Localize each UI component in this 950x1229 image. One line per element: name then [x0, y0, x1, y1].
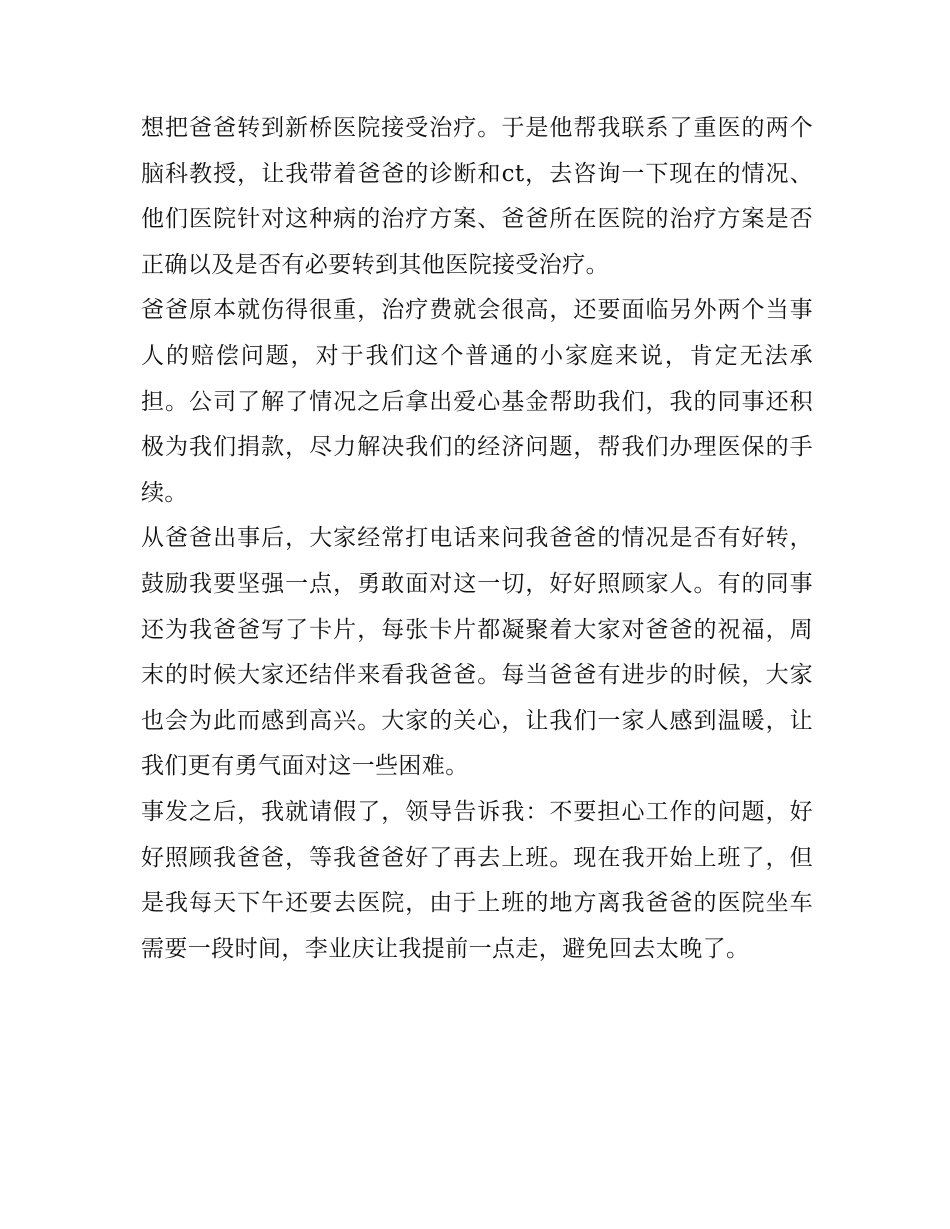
paragraph-2: 爸爸原本就伤得很重，治疗费就会很高，还要面临另外两个当事人的赔偿问题，对于我们这个普通的小家庭来说，肯定无法承担。公司了解了情况之后拿出爱心基金帮助我们，我的同事还积极为我们捐款，尽力解决我们的经济问题，帮我们办理医保的手续。 — [141, 297, 813, 506]
paragraph-4: 事发之后，我就请假了，领导告诉我：不要担心工作的问题，好好照顾我爸爸，等我爸爸好了再去上班。现在我开始上班了，但是我每天下午还要去医院，由于上班的地方离我爸爸的医院坐车需要一段时间，李业庆让我提前一点走，避免回去太晚了。 — [141, 798, 813, 962]
paragraph-1: 想把爸爸转到新桥医院接受治疗。于是他帮我联系了重医的两个脑科教授，让我带着爸爸的诊断和ct，去咨询一下现在的情况、他们医院针对这种病的治疗方案、爸爸所在医院的治疗方案是否正确以及是否有必要转到其他医院接受治疗。 — [141, 115, 813, 278]
paragraph-3: 从爸爸出事后，大家经常打电话来问我爸爸的情况是否有好转，鼓励我要坚强一点，勇敢面对这一切，好好照顾家人。有的同事还为我爸爸写了卡片，每张卡片都凝聚着大家对爸爸的祝福，周末的时候大家还结伴来看我爸爸。每当爸爸有进步的时候，大家也会为此而感到高兴。大家的关心，让我们一家人感到温暖，让我们更有勇气面对这一些困难。 — [141, 525, 813, 780]
document-body — [141, 106, 813, 972]
